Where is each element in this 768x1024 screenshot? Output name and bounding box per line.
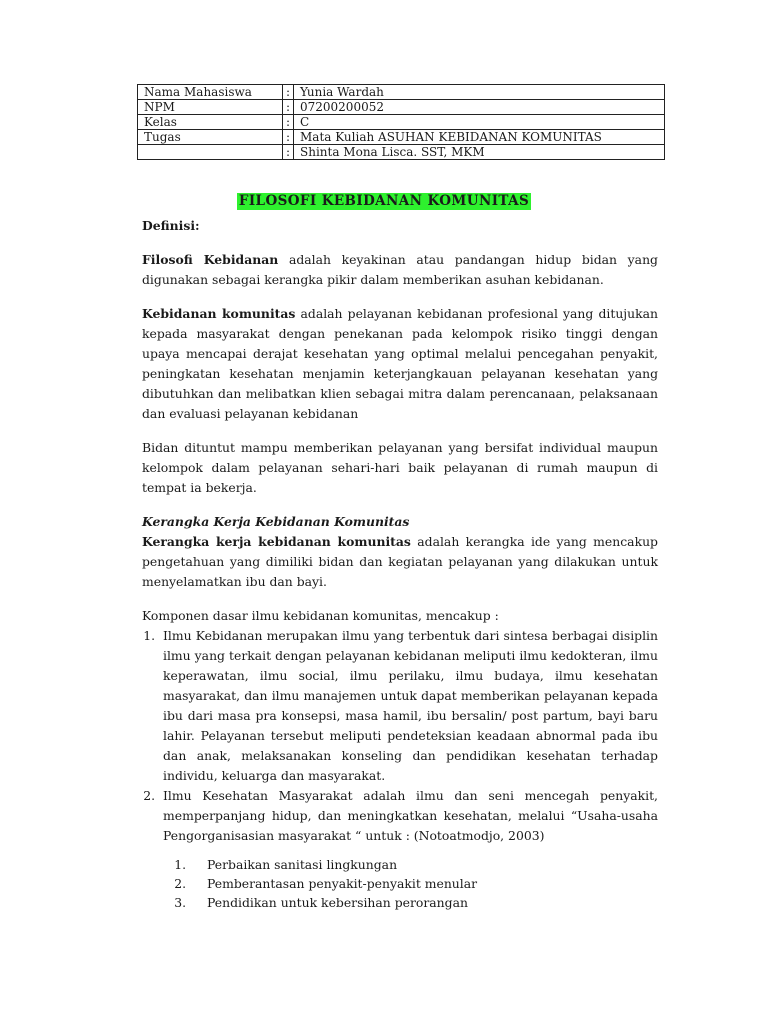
term-kerangka: Kerangka kerja kebidanan komunitas	[142, 534, 411, 549]
table-row	[138, 100, 665, 115]
row-separator: :	[283, 85, 294, 100]
paragraph-bidan: Bidan dituntut mampu memberikan pelayanan yang bersifat individual maupun kelompok dalam pelayanan sehari-hari baik pelayanan di rumah maupun di tempat ia bekerja.	[142, 440, 658, 495]
page-title: FILOSOFI KEBIDANAN KOMUNITAS	[238, 193, 530, 209]
term-filosofi: Filosofi Kebidanan	[142, 252, 279, 267]
row-label: Nama Mahasiswa	[138, 85, 283, 100]
paragraph-kebidanan-komunitas	[142, 304, 658, 424]
table-row	[138, 130, 665, 145]
paragraph-text: adalah kerangka ide yang mencakup pengetahuan yang dimiliki bidan dan kegiatan pelayanan yang dilakukan untuk menyelamatkan ibu dan bayi.	[142, 534, 658, 589]
row-label: Tugas	[138, 130, 283, 145]
sub-list	[163, 855, 658, 912]
list-item-text: Ilmu Kesehatan Masyarakat adalah ilmu dan seni mencegah penyakit, memperpanjang hidup, dan meningkatkan kesehatan, melalui “Usaha-usaha Pengorganisasian masyarakat “ untuk : (Notoatmodjo, 2003)	[163, 788, 658, 843]
row-label: Kelas	[138, 115, 283, 130]
kerangka-heading: Kerangka Kerja Kebidanan Komunitas	[142, 514, 410, 529]
row-value: Mata Kuliah ASUHAN KEBIDANAN KOMUNITAS	[294, 130, 665, 145]
sub-list-item: 2. Pemberantasan penyakit-penyakit menular	[190, 874, 658, 893]
student-info-table	[137, 84, 665, 160]
list-item: 1. Ilmu Kebidanan merupakan ilmu yang terbentuk dari sintesa berbagai disiplin ilmu yang terkait dengan pelayanan kebidanan meliputi ilmu kedokteran, ilmu keperawatan, ilmu social, ilmu perilaku, ilmu budaya, ilmu kesehatan masyarakat, dan ilmu manajemen untuk dapat memberikan pelayanan kepada ibu dari masa pra konsepsi, masa hamil, ibu bersalin/ post partum, bayi baru lahir. Pelayanan tersebut meliputi pendeteksian keadaan abnormal pada ibu dan anak, melaksanakan konseling dan pendidikan kesehatan terhadap individu, keluarga dan masyarakat.	[159, 626, 658, 786]
row-value: Yunia Wardah	[294, 85, 665, 100]
row-value: C	[294, 115, 665, 130]
komponen-intro: Komponen dasar ilmu kebidanan komunitas, mencakup :	[142, 608, 499, 623]
definisi-heading: Definisi:	[142, 218, 200, 233]
komponen-list	[142, 626, 658, 912]
term-kebidanan-komunitas: Kebidanan komunitas	[142, 306, 296, 321]
row-value: 07200200052	[294, 100, 665, 115]
title-container	[0, 190, 768, 210]
row-separator: :	[283, 100, 294, 115]
document-body	[142, 216, 658, 912]
paragraph-kerangka	[142, 532, 658, 592]
table-row	[138, 115, 665, 130]
table-row	[138, 85, 665, 100]
table-row	[138, 145, 665, 160]
row-separator: :	[283, 145, 294, 160]
list-item	[159, 786, 658, 912]
paragraph-text: adalah keyakinan atau pandangan hidup bidan yang digunakan sebagai kerangka pikir dalam memberikan asuhan kebidanan.	[142, 252, 658, 287]
sub-list-item: 3. Pendidikan untuk kebersihan perorangan	[190, 893, 658, 912]
row-separator: :	[283, 115, 294, 130]
paragraph-text: adalah pelayanan kebidanan profesional yang ditujukan kepada masyarakat dengan penekanan pada kelompok risiko tinggi dengan upaya mencapai derajat kesehatan yang optimal melalui pencegahan penyakit, peningkatan kesehatan menjamin keterjangkauan pelayanan kesehatan yang dibutuhkan dan melibatkan klien sebagai mitra dalam perencanaan, pelaksanaan dan evaluasi pelayanan kebidanan	[142, 306, 658, 421]
row-separator: :	[283, 130, 294, 145]
row-value: Shinta Mona Lisca. SST, MKM	[294, 145, 665, 160]
row-label: NPM	[138, 100, 283, 115]
sub-list-item: 1. Perbaikan sanitasi lingkungan	[190, 855, 658, 874]
row-label	[138, 145, 283, 160]
paragraph-filosofi	[142, 250, 658, 290]
